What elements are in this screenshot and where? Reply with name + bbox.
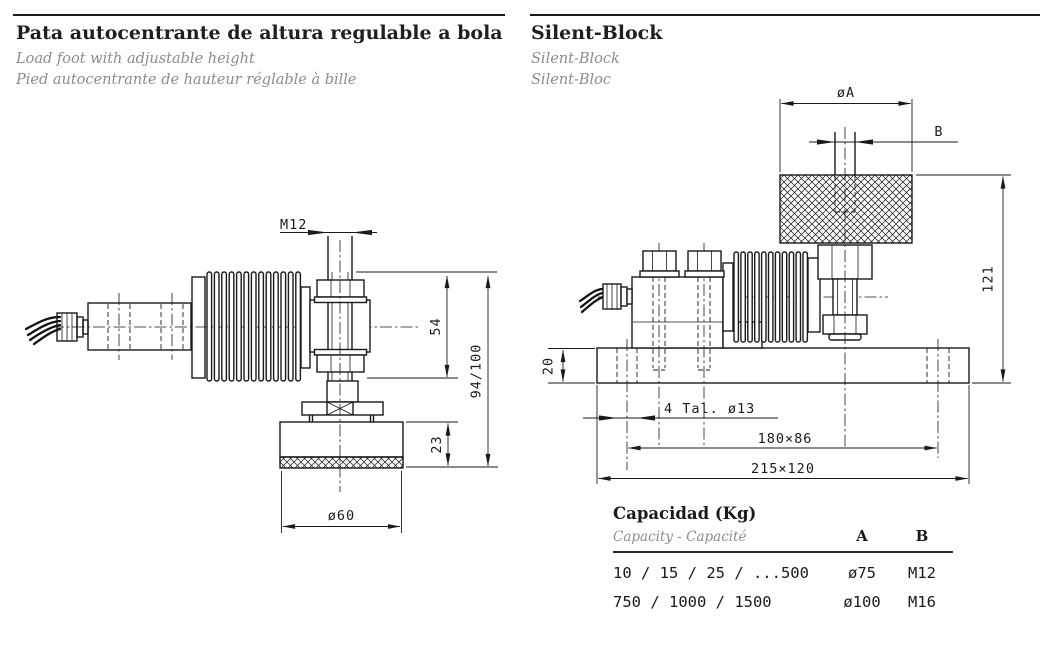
dim-hole-pattern-label: 180×86 <box>757 431 813 447</box>
bellows-left <box>192 272 310 381</box>
right-subtitle-en: Silent-Block <box>531 51 620 67</box>
dims-left <box>280 217 498 533</box>
column-header-a: A <box>856 527 868 545</box>
dim-thread-label: M12 <box>280 217 308 233</box>
left-title: Pata autocentrante de altura regulable a bola <box>16 22 503 44</box>
bellows-right <box>723 252 820 342</box>
cable-left <box>26 317 60 344</box>
right-subtitle-fr: Silent-Bloc <box>531 72 611 88</box>
capacity-table-subtitle: Capacity - Capacité <box>613 529 747 545</box>
dim-overall-height-right-label: 121 <box>980 265 997 293</box>
dim-plate-thickness-label: 20 <box>540 356 557 376</box>
a-cell: ø100 <box>843 593 881 611</box>
dim-foot-thickness-label: 23 <box>429 435 445 454</box>
capacity-cell: 750 / 1000 / 1500 <box>613 593 772 611</box>
capacity-table-header <box>613 527 953 553</box>
table-row <box>613 582 953 611</box>
dim-overall-height-label: 94/100 <box>468 343 485 399</box>
b-cell: M12 <box>908 564 936 582</box>
capacity-table-title: Capacidad (Kg) <box>613 504 757 523</box>
left-subtitle-en: Load foot with adjustable height <box>16 51 255 67</box>
dim-holes-note-label: 4 Tal. ø13 <box>664 401 756 417</box>
left-subtitle-fr: Pied autocentrante de hauteur réglable à bille <box>16 72 357 88</box>
table-row <box>613 553 953 582</box>
cable-gland-right <box>580 284 632 312</box>
column-header-b: B <box>915 527 929 545</box>
dim-block-diameter-label: øA <box>836 85 856 101</box>
b-cell: M16 <box>908 593 936 611</box>
capacity-cell: 10 / 15 / 25 / ...500 <box>613 564 809 582</box>
right-title: Silent-Block <box>531 22 663 44</box>
drawing-silent-block <box>541 85 1012 484</box>
dim-nut-span-label: 54 <box>428 317 444 336</box>
capacity-table <box>613 503 953 611</box>
a-cell: ø75 <box>848 564 876 582</box>
dim-foot-diameter-label: ø60 <box>327 508 356 524</box>
dim-stud-thread-label: B <box>934 124 944 140</box>
drawing-load-foot <box>26 217 498 533</box>
dim-plate-size-label: 215×120 <box>751 461 815 477</box>
